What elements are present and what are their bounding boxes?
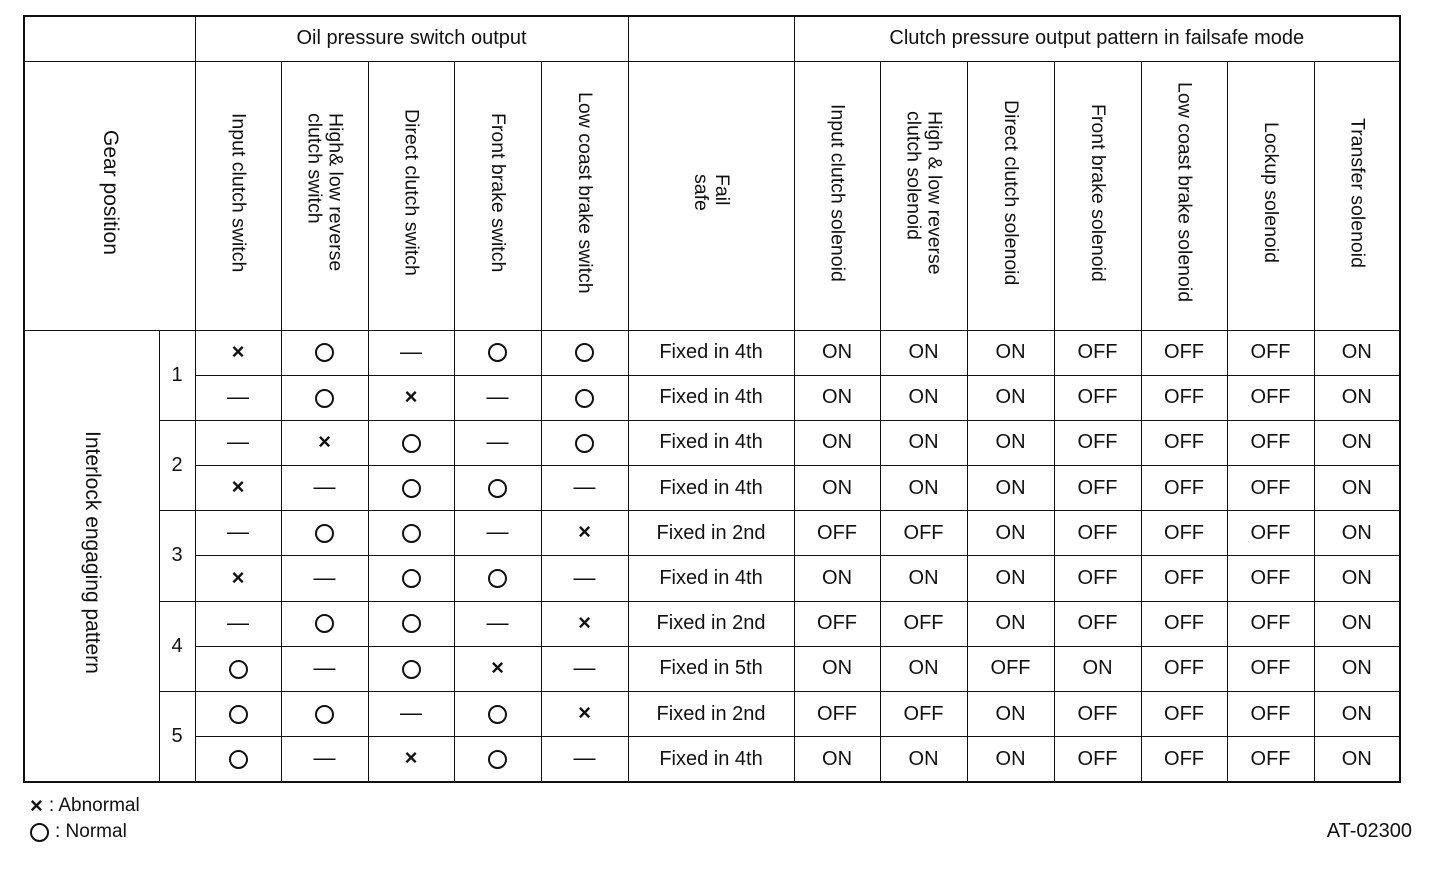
- switch-status-cell: [368, 646, 454, 691]
- switch-status-cell: [368, 420, 454, 465]
- solenoid-state-cell: OFF: [1141, 646, 1227, 691]
- abnormal-x-icon: ×: [491, 654, 504, 680]
- normal-circle-icon: [229, 660, 248, 679]
- solenoid-header-2: Direct clutch solenoid: [967, 61, 1054, 330]
- solenoid-state-cell: OFF: [1227, 692, 1314, 737]
- fail-safe-cell: Fixed in 4th: [628, 737, 794, 782]
- solenoid-state-cell: OFF: [1227, 375, 1314, 420]
- normal-circle-icon: [488, 705, 507, 724]
- abnormal-x-icon: ×: [231, 338, 245, 364]
- solenoid-state-cell: OFF: [794, 511, 880, 556]
- group-header-row: [24, 16, 1400, 61]
- normal-circle-icon: [488, 750, 507, 769]
- normal-circle-icon: [315, 614, 334, 633]
- solenoid-header-4: Low coast brake solenoid: [1141, 61, 1227, 330]
- switch-status-cell: [541, 601, 628, 646]
- switch-header-0: Input clutch switch: [195, 61, 281, 330]
- table-row: [24, 692, 1400, 737]
- switch-status-cell: [368, 466, 454, 511]
- solenoid-header-5: Lockup solenoid: [1227, 61, 1314, 330]
- solenoid-state-cell: OFF: [880, 601, 967, 646]
- solenoid-state-cell: ON: [1054, 646, 1141, 691]
- not-applicable-dash: —: [486, 428, 509, 454]
- failsafe-table: [23, 15, 1401, 783]
- switch-status-cell: [368, 737, 454, 782]
- normal-circle-icon: [315, 705, 334, 724]
- switch-status-cell: [454, 646, 541, 691]
- table-row: [24, 330, 1400, 375]
- solenoid-state-cell: ON: [794, 330, 880, 375]
- solenoid-state-cell: OFF: [1054, 420, 1141, 465]
- solenoid-state-cell: OFF: [1227, 601, 1314, 646]
- solenoid-state-cell: OFF: [1227, 556, 1314, 601]
- solenoid-state-cell: ON: [967, 601, 1054, 646]
- solenoid-state-cell: ON: [880, 420, 967, 465]
- normal-circle-icon: [488, 343, 507, 362]
- legend-normal-label: : Normal: [55, 821, 127, 842]
- solenoid-state-cell: OFF: [1141, 375, 1227, 420]
- normal-circle-icon: [30, 823, 49, 842]
- switch-status-cell: [281, 692, 368, 737]
- solenoid-state-cell: ON: [794, 420, 880, 465]
- normal-circle-icon: [575, 434, 594, 453]
- switch-status-cell: [541, 646, 628, 691]
- abnormal-x-icon: ×: [578, 700, 591, 726]
- switch-status-cell: [541, 466, 628, 511]
- solenoid-state-cell: ON: [967, 737, 1054, 782]
- switch-status-cell: [541, 420, 628, 465]
- solenoid-state-cell: ON: [1314, 511, 1400, 556]
- gear-number-cell: 4: [159, 601, 195, 691]
- solenoid-state-cell: ON: [794, 466, 880, 511]
- abnormal-x-icon: ×: [404, 383, 418, 409]
- solenoid-header-6: Transfer solenoid: [1314, 61, 1400, 330]
- solenoid-state-cell: OFF: [1141, 556, 1227, 601]
- switch-status-cell: [454, 466, 541, 511]
- clutch-group-header: Clutch pressure output pattern in failsafe mode: [794, 16, 1400, 61]
- solenoid-state-cell: ON: [1314, 330, 1400, 375]
- switch-status-cell: [281, 511, 368, 556]
- normal-circle-icon: [315, 389, 334, 408]
- normal-circle-icon: [402, 660, 421, 679]
- solenoid-state-cell: ON: [880, 737, 967, 782]
- abnormal-x-icon: ×: [578, 519, 591, 545]
- not-applicable-dash: —: [227, 428, 249, 454]
- solenoid-state-cell: OFF: [1054, 556, 1141, 601]
- column-header-row: [24, 61, 1400, 330]
- fail-safe-cell: Fixed in 4th: [628, 466, 794, 511]
- solenoid-state-cell: ON: [967, 330, 1054, 375]
- solenoid-state-cell: ON: [1314, 420, 1400, 465]
- switch-status-cell: [281, 375, 368, 420]
- gear-number-cell: 2: [159, 420, 195, 510]
- fail-safe-cell: Fixed in 4th: [628, 330, 794, 375]
- legend-abnormal: [30, 795, 140, 817]
- table-row: [24, 601, 1400, 646]
- solenoid-header-1: High & low reverse clutch solenoid: [880, 61, 967, 330]
- not-applicable-dash: —: [400, 338, 422, 364]
- table-row: [24, 646, 1400, 691]
- not-applicable-dash: —: [486, 609, 509, 635]
- switch-status-cell: [195, 646, 281, 691]
- solenoid-state-cell: OFF: [1054, 330, 1141, 375]
- solenoid-state-cell: OFF: [1227, 420, 1314, 465]
- failsafe-group-header: [628, 16, 794, 61]
- switch-status-cell: [195, 466, 281, 511]
- solenoid-state-cell: ON: [967, 692, 1054, 737]
- oil-group-header: Oil pressure switch output: [195, 16, 628, 61]
- interlock-label-cell: Interlock engaging pattern: [24, 330, 159, 782]
- not-applicable-dash: —: [313, 474, 336, 500]
- solenoid-state-cell: OFF: [1054, 511, 1141, 556]
- switch-status-cell: [541, 692, 628, 737]
- normal-circle-icon: [575, 389, 594, 408]
- switch-status-cell: [195, 692, 281, 737]
- normal-circle-icon: [488, 479, 507, 498]
- fail-safe-cell: Fixed in 4th: [628, 556, 794, 601]
- solenoid-state-cell: OFF: [1227, 330, 1314, 375]
- fail-safe-cell: Fixed in 4th: [628, 420, 794, 465]
- table-row: [24, 737, 1400, 782]
- switch-status-cell: [454, 692, 541, 737]
- normal-circle-icon: [488, 569, 507, 588]
- solenoid-state-cell: ON: [880, 556, 967, 601]
- legend-abnormal-label: : Abnormal: [48, 795, 140, 816]
- switch-status-cell: [281, 737, 368, 782]
- not-applicable-dash: —: [573, 745, 596, 771]
- solenoid-state-cell: ON: [794, 646, 880, 691]
- switch-status-cell: [195, 737, 281, 782]
- solenoid-state-cell: ON: [1314, 556, 1400, 601]
- normal-circle-icon: [402, 479, 421, 498]
- abnormal-x-icon: ×: [578, 609, 591, 635]
- abnormal-x-icon: ×: [404, 745, 418, 771]
- solenoid-state-cell: ON: [1314, 737, 1400, 782]
- corner-cell: [24, 16, 195, 61]
- normal-circle-icon: [575, 343, 594, 362]
- switch-status-cell: [454, 737, 541, 782]
- solenoid-state-cell: OFF: [1141, 330, 1227, 375]
- fail-safe-cell: Fixed in 2nd: [628, 692, 794, 737]
- solenoid-state-cell: ON: [880, 466, 967, 511]
- gear-number-cell: 1: [159, 330, 195, 420]
- fail-safe-cell: Fixed in 5th: [628, 646, 794, 691]
- solenoid-state-cell: OFF: [1227, 511, 1314, 556]
- not-applicable-dash: —: [573, 564, 596, 590]
- solenoid-state-cell: OFF: [880, 692, 967, 737]
- solenoid-state-cell: ON: [794, 737, 880, 782]
- switch-status-cell: [541, 737, 628, 782]
- switch-status-cell: [541, 375, 628, 420]
- solenoid-state-cell: ON: [967, 511, 1054, 556]
- switch-status-cell: [195, 420, 281, 465]
- solenoid-state-cell: OFF: [1227, 737, 1314, 782]
- figure-code: AT-02300: [1326, 820, 1412, 842]
- fail-safe-cell: Fixed in 4th: [628, 375, 794, 420]
- switch-status-cell: [454, 601, 541, 646]
- switch-status-cell: [368, 330, 454, 375]
- solenoid-state-cell: OFF: [1141, 601, 1227, 646]
- not-applicable-dash: —: [573, 474, 596, 500]
- normal-circle-icon: [402, 569, 421, 588]
- normal-circle-icon: [229, 750, 248, 769]
- solenoid-state-cell: OFF: [967, 646, 1054, 691]
- table-row: [24, 511, 1400, 556]
- solenoid-state-cell: ON: [1314, 601, 1400, 646]
- solenoid-state-cell: ON: [880, 646, 967, 691]
- switch-status-cell: [368, 375, 454, 420]
- solenoid-state-cell: OFF: [1054, 375, 1141, 420]
- solenoid-state-cell: OFF: [1054, 466, 1141, 511]
- solenoid-state-cell: OFF: [1054, 737, 1141, 782]
- switch-status-cell: [281, 601, 368, 646]
- solenoid-state-cell: ON: [794, 556, 880, 601]
- solenoid-state-cell: OFF: [1054, 692, 1141, 737]
- solenoid-state-cell: OFF: [1141, 511, 1227, 556]
- abnormal-x-icon: ×: [231, 564, 245, 590]
- solenoid-header-0: Input clutch solenoid: [794, 61, 880, 330]
- solenoid-state-cell: ON: [1314, 692, 1400, 737]
- normal-circle-icon: [402, 524, 421, 543]
- solenoid-state-cell: OFF: [1141, 420, 1227, 465]
- solenoid-state-cell: OFF: [794, 692, 880, 737]
- solenoid-state-cell: ON: [967, 556, 1054, 601]
- solenoid-state-cell: ON: [794, 375, 880, 420]
- solenoid-state-cell: OFF: [1227, 466, 1314, 511]
- fail-safe-cell: Fixed in 2nd: [628, 511, 794, 556]
- solenoid-state-cell: ON: [967, 375, 1054, 420]
- switch-status-cell: [454, 511, 541, 556]
- abnormal-x-icon: ×: [30, 793, 43, 818]
- switch-status-cell: [368, 511, 454, 556]
- not-applicable-dash: —: [313, 564, 336, 590]
- switch-status-cell: [541, 511, 628, 556]
- normal-circle-icon: [229, 705, 248, 724]
- switch-status-cell: [281, 420, 368, 465]
- not-applicable-dash: —: [227, 609, 249, 635]
- not-applicable-dash: —: [227, 519, 249, 545]
- switch-status-cell: [195, 601, 281, 646]
- abnormal-x-icon: ×: [318, 428, 331, 454]
- solenoid-state-cell: ON: [1314, 466, 1400, 511]
- not-applicable-dash: —: [573, 654, 596, 680]
- fail-safe-header: Fail safe: [628, 61, 794, 330]
- not-applicable-dash: —: [486, 519, 509, 545]
- solenoid-header-3: Front brake solenoid: [1054, 61, 1141, 330]
- solenoid-state-cell: OFF: [1227, 646, 1314, 691]
- not-applicable-dash: —: [400, 700, 422, 726]
- normal-circle-icon: [315, 343, 334, 362]
- gear-number-cell: 3: [159, 511, 195, 601]
- switch-status-cell: [454, 375, 541, 420]
- normal-circle-icon: [315, 524, 334, 543]
- not-applicable-dash: —: [313, 745, 336, 771]
- switch-status-cell: [195, 511, 281, 556]
- legend-normal: [30, 821, 127, 843]
- switch-status-cell: [541, 330, 628, 375]
- solenoid-state-cell: ON: [880, 375, 967, 420]
- gear-number-cell: 5: [159, 692, 195, 782]
- table-row: [24, 375, 1400, 420]
- switch-status-cell: [368, 692, 454, 737]
- gear-position-header: Gear position: [24, 61, 195, 330]
- table-row: [24, 556, 1400, 601]
- not-applicable-dash: —: [227, 383, 249, 409]
- switch-status-cell: [454, 330, 541, 375]
- not-applicable-dash: —: [313, 654, 336, 680]
- table-row: [24, 420, 1400, 465]
- solenoid-state-cell: OFF: [1141, 737, 1227, 782]
- solenoid-state-cell: ON: [1314, 375, 1400, 420]
- switch-status-cell: [195, 556, 281, 601]
- switch-header-3: Front brake switch: [454, 61, 541, 330]
- solenoid-state-cell: ON: [880, 330, 967, 375]
- solenoid-state-cell: ON: [1314, 646, 1400, 691]
- fail-safe-cell: Fixed in 2nd: [628, 601, 794, 646]
- not-applicable-dash: —: [486, 383, 509, 409]
- table-row: [24, 466, 1400, 511]
- solenoid-state-cell: OFF: [794, 601, 880, 646]
- switch-status-cell: [281, 466, 368, 511]
- solenoid-state-cell: OFF: [880, 511, 967, 556]
- normal-circle-icon: [402, 614, 421, 633]
- solenoid-state-cell: OFF: [1141, 692, 1227, 737]
- abnormal-x-icon: ×: [231, 474, 245, 500]
- solenoid-state-cell: ON: [967, 420, 1054, 465]
- normal-circle-icon: [402, 434, 421, 453]
- switch-status-cell: [368, 601, 454, 646]
- switch-status-cell: [195, 330, 281, 375]
- solenoid-state-cell: OFF: [1054, 601, 1141, 646]
- switch-status-cell: [281, 330, 368, 375]
- switch-status-cell: [454, 420, 541, 465]
- switch-status-cell: [195, 375, 281, 420]
- switch-header-1: High& low reverse clutch switch: [281, 61, 368, 330]
- switch-status-cell: [368, 556, 454, 601]
- switch-status-cell: [541, 556, 628, 601]
- switch-header-2: Direct clutch switch: [368, 61, 454, 330]
- solenoid-state-cell: OFF: [1141, 466, 1227, 511]
- switch-status-cell: [281, 646, 368, 691]
- solenoid-state-cell: ON: [967, 466, 1054, 511]
- switch-status-cell: [454, 556, 541, 601]
- switch-status-cell: [281, 556, 368, 601]
- switch-header-4: Low coast brake switch: [541, 61, 628, 330]
